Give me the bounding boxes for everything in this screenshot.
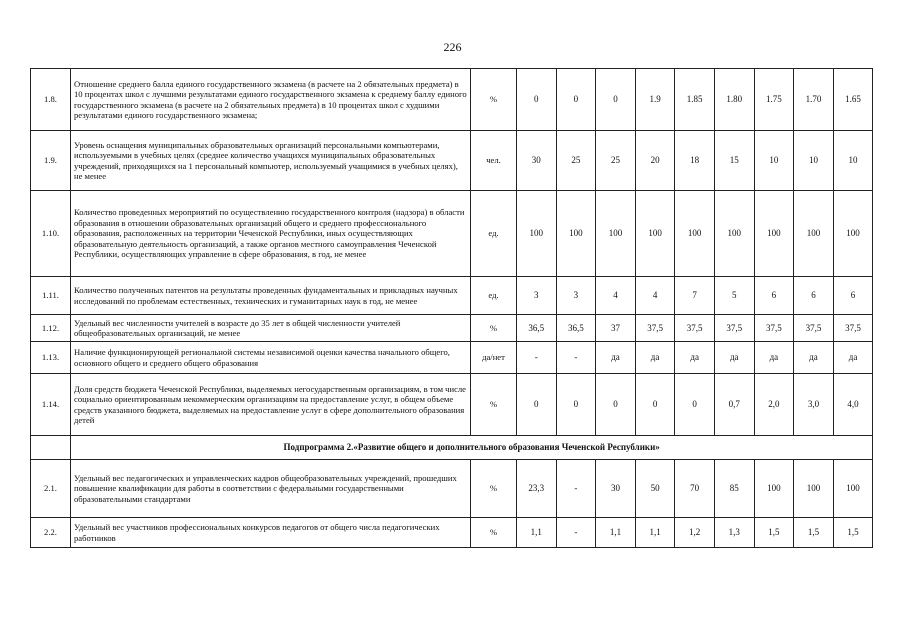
indicator-value: да — [675, 342, 715, 374]
indicator-value: 1,1 — [635, 518, 675, 548]
indicator-value: - — [517, 342, 557, 374]
indicator-description: Количество полученных патентов на результаты проведенных фундаментальных и прикладных научных исследований по проблемам естественных, технических и гуманитарных наук в год, не менее — [71, 277, 471, 315]
indicator-value: 30 — [517, 131, 557, 191]
indicator-value: 0 — [675, 374, 715, 436]
indicator-value: 1.85 — [675, 69, 715, 131]
indicator-value: 4,0 — [833, 374, 873, 436]
indicator-value: 1,2 — [675, 518, 715, 548]
table-row — [31, 277, 873, 315]
table-row — [31, 374, 873, 436]
table-row — [31, 518, 873, 548]
indicator-value: 20 — [635, 131, 675, 191]
indicator-value: да — [794, 342, 834, 374]
indicator-value: 25 — [596, 131, 636, 191]
indicator-value: 10 — [833, 131, 873, 191]
indicator-value: 1,3 — [714, 518, 754, 548]
table-row — [31, 131, 873, 191]
unit-of-measure: % — [471, 315, 517, 342]
subprogram-title: Подпрограмма 2.«Развитие общего и дополнительного образования Чеченской Республики» — [71, 436, 873, 460]
indicator-value: 100 — [833, 460, 873, 518]
indicator-value: 3 — [556, 277, 596, 315]
indicator-value: 100 — [675, 191, 715, 277]
row-number: 2.1. — [31, 460, 71, 518]
table-row — [31, 315, 873, 342]
indicator-value: 0 — [596, 69, 636, 131]
indicator-value: 30 — [596, 460, 636, 518]
indicator-value: 6 — [754, 277, 794, 315]
indicator-value: 1,1 — [596, 518, 636, 548]
indicator-value: 36,5 — [517, 315, 557, 342]
indicator-value: 37,5 — [714, 315, 754, 342]
row-number-cell — [31, 436, 71, 460]
indicator-value: 15 — [714, 131, 754, 191]
indicator-value: 100 — [794, 460, 834, 518]
indicator-value: 100 — [754, 460, 794, 518]
table-row — [31, 342, 873, 374]
indicator-value: 0 — [556, 374, 596, 436]
table-row — [31, 69, 873, 131]
indicator-value: 6 — [794, 277, 834, 315]
row-number: 1.10. — [31, 191, 71, 277]
indicator-value: 2,0 — [754, 374, 794, 436]
indicator-value: 1.80 — [714, 69, 754, 131]
indicator-value: 37,5 — [794, 315, 834, 342]
unit-of-measure: % — [471, 518, 517, 548]
indicator-value: 1,5 — [754, 518, 794, 548]
subprogram-header-row — [31, 436, 873, 460]
indicator-description: Удельный вес участников профессиональных конкурсов педагогов от общего числа педагогических работников — [71, 518, 471, 548]
indicator-value: да — [714, 342, 754, 374]
indicator-value: 37,5 — [675, 315, 715, 342]
indicator-value: 100 — [556, 191, 596, 277]
indicator-value: 0,7 — [714, 374, 754, 436]
indicator-value: - — [556, 460, 596, 518]
row-number: 1.9. — [31, 131, 71, 191]
indicator-description: Уровень оснащения муниципальных образовательных организаций персональными компьютерами, используемыми в учебных целях (среднее количество учащихся муниципальных образовательных учреждений, приходящихся на 1 персональный компьютер, используемый учащимися в учебных целях), не менее — [71, 131, 471, 191]
indicator-value: 3,0 — [794, 374, 834, 436]
table-row — [31, 191, 873, 277]
indicator-value: 100 — [714, 191, 754, 277]
indicator-value: 100 — [833, 191, 873, 277]
row-number: 1.8. — [31, 69, 71, 131]
indicator-value: 18 — [675, 131, 715, 191]
indicator-description: Отношение среднего балла единого государственного экзамена (в расчете на 2 обязательных предмета) в 10 процентах школ с лучшими результатами единого государственного экзамена к среднему баллу единого государственного экзамена (в расчете на 2 обязательных предмета) в 10 процентах школ с худшими результатами единого государственного экзамена; — [71, 69, 471, 131]
indicator-value: 1.65 — [833, 69, 873, 131]
unit-of-measure: чел. — [471, 131, 517, 191]
row-number: 2.2. — [31, 518, 71, 548]
indicator-value: 10 — [754, 131, 794, 191]
indicator-value: 6 — [833, 277, 873, 315]
indicator-value: 1.75 — [754, 69, 794, 131]
indicator-value: 0 — [596, 374, 636, 436]
indicator-value: 1.9 — [635, 69, 675, 131]
row-number: 1.12. — [31, 315, 71, 342]
indicator-value: 100 — [596, 191, 636, 277]
indicator-value: да — [833, 342, 873, 374]
indicator-value: 50 — [635, 460, 675, 518]
indicator-value: 25 — [556, 131, 596, 191]
indicator-value: 4 — [596, 277, 636, 315]
unit-of-measure: ед. — [471, 277, 517, 315]
indicator-value: 100 — [794, 191, 834, 277]
indicator-value: 100 — [517, 191, 557, 277]
indicator-description: Наличие функционирующей региональной системы независимой оценки качества начального общего, основного общего и среднего общего образования — [71, 342, 471, 374]
indicator-value: 1,5 — [794, 518, 834, 548]
indicator-value: 85 — [714, 460, 754, 518]
table-row — [31, 460, 873, 518]
indicator-value: 70 — [675, 460, 715, 518]
indicator-description: Доля средств бюджета Чеченской Республики, выделяемых негосударственным организациям, в том числе социально ориентированным некоммерческим организациям на предоставление услуг, в общем объеме средств указанного бюджета, выделяемых на предоставление услуг в сфере дополнительного образования детей — [71, 374, 471, 436]
indicator-value: 1,1 — [517, 518, 557, 548]
indicator-value: да — [754, 342, 794, 374]
indicator-description: Удельный вес численности учителей в возрасте до 35 лет в общей численности учителей общеобразовательных организаций, не менее — [71, 315, 471, 342]
indicator-value: 37,5 — [635, 315, 675, 342]
indicator-value: - — [556, 342, 596, 374]
indicator-value: 100 — [754, 191, 794, 277]
table-body — [31, 69, 873, 548]
indicator-value: 36,5 — [556, 315, 596, 342]
indicator-value: 37,5 — [833, 315, 873, 342]
indicator-value: 4 — [635, 277, 675, 315]
indicator-value: 37 — [596, 315, 636, 342]
indicator-value: 100 — [635, 191, 675, 277]
indicator-value: 10 — [794, 131, 834, 191]
indicator-value: 5 — [714, 277, 754, 315]
row-number: 1.13. — [31, 342, 71, 374]
indicator-value: 1,5 — [833, 518, 873, 548]
indicator-value: 23,3 — [517, 460, 557, 518]
indicator-value: 3 — [517, 277, 557, 315]
indicator-value: 7 — [675, 277, 715, 315]
unit-of-measure: % — [471, 69, 517, 131]
row-number: 1.14. — [31, 374, 71, 436]
indicator-value: да — [635, 342, 675, 374]
indicator-description: Количество проведенных мероприятий по осуществлению государственного контроля (надзора) в области образования в отношении образовательных организаций общего и среднего профессионального образования, расположенных на территории Чеченской Республики, иных осуществляющих образовательную деятельность организаций, а также органов местного самоуправления Чеченской Республики, осуществляющих управление в сфере образования, в год, не менее — [71, 191, 471, 277]
indicator-value: да — [596, 342, 636, 374]
indicator-value: 0 — [635, 374, 675, 436]
unit-of-measure: ед. — [471, 191, 517, 277]
page-number: 226 — [443, 40, 462, 54]
unit-of-measure: % — [471, 374, 517, 436]
indicator-description: Удельный вес педагогических и управленческих кадров общеобразовательных учреждений, прошедших повышение квалификации для работы в соответствии с федеральными государственными образовательными стандартами — [71, 460, 471, 518]
unit-of-measure: % — [471, 460, 517, 518]
indicator-value: 0 — [517, 374, 557, 436]
indicators-table — [30, 68, 873, 548]
indicator-value: - — [556, 518, 596, 548]
indicator-value: 0 — [556, 69, 596, 131]
row-number: 1.11. — [31, 277, 71, 315]
indicator-value: 0 — [517, 69, 557, 131]
indicator-value: 37,5 — [754, 315, 794, 342]
indicator-value: 1.70 — [794, 69, 834, 131]
unit-of-measure: да/нет — [471, 342, 517, 374]
